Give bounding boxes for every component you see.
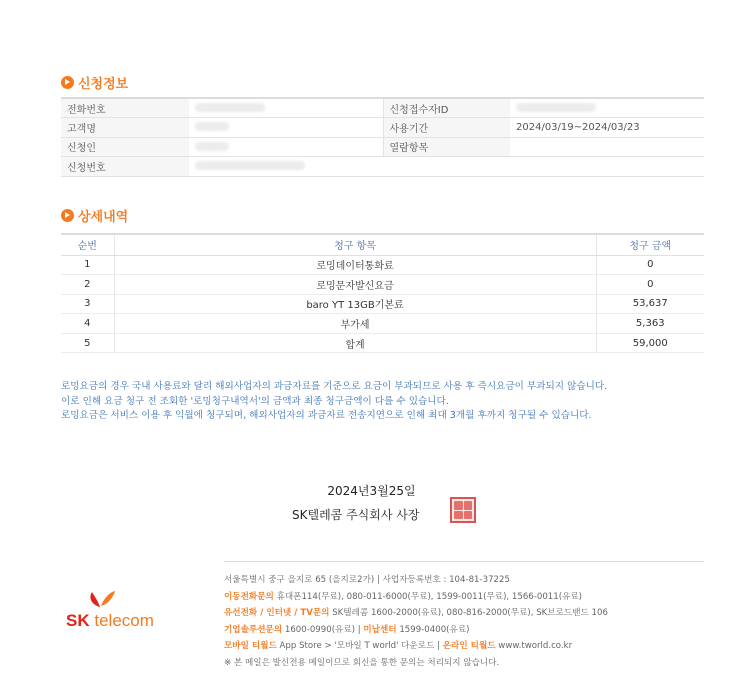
applicant-id-value xyxy=(510,98,704,118)
row-item: baro YT 13GB기본료 xyxy=(114,294,596,314)
sk-telecom-logo xyxy=(66,589,166,633)
col-header-no: 순번 xyxy=(61,234,114,255)
table-row xyxy=(61,314,704,334)
row-no: 2 xyxy=(61,275,114,295)
table-header-row xyxy=(61,234,704,255)
company-seal-stamp xyxy=(450,497,476,523)
table-row xyxy=(61,137,704,157)
table-row xyxy=(61,98,704,118)
mobile-contact: 이동전화문의 휴대폰114(무료), 080-011-6000(무료), 1599-0011(무료), 1566-0011(유료) xyxy=(224,591,583,602)
notice-line: 로밍요금은 서비스 이용 후 익월에 청구되며, 해외사업자의 과금자료 전송지연으로 인해 최대 3개월 후까지 청구될 수 있습니다. xyxy=(61,410,592,421)
online-tworld-link[interactable]: 온라인 티월드 xyxy=(442,641,496,652)
footer-divider xyxy=(224,561,704,562)
row-item: 로밍데이터통화료 xyxy=(114,255,596,275)
usage-period-label: 사용기간 xyxy=(383,118,510,138)
table-row xyxy=(61,255,704,275)
customer-name-label: 고객명 xyxy=(61,118,189,138)
applicant-id-label: 신청접수자ID xyxy=(383,98,510,118)
redacted-value xyxy=(195,122,229,131)
table-row xyxy=(61,118,704,138)
redacted-value xyxy=(195,142,229,151)
row-no: 3 xyxy=(61,294,114,314)
col-header-item: 청구 항목 xyxy=(114,234,596,255)
wired-contact: 유선전화 / 인터넷 / TV문의 SK텔레콤 1600-2000(유료), 080-816-2000(무료), SK브로드밴드 106 xyxy=(224,608,608,619)
detail-table xyxy=(61,233,704,353)
table-row xyxy=(61,275,704,295)
table-row xyxy=(61,157,704,177)
mobile-tworld-link[interactable]: 모바일 티월드 xyxy=(224,641,277,652)
notice-line: 이로 인해 요금 청구 전 조회한 '로밍청구내역서'의 금액과 최종 청구금액이 다를 수 있습니다. xyxy=(61,395,449,407)
application-number-label: 신청번호 xyxy=(61,157,189,177)
notice-line: 로밍요금의 경우 국내 사용료와 달리 해외사업자의 과금자료를 기준으로 요금이 부과되므로 사용 후 즉시요금이 부과되지 않습니다. xyxy=(61,381,608,392)
col-header-amount: 청구 금액 xyxy=(596,234,704,255)
usage-period-value: 2024/03/19~2024/03/23 xyxy=(510,118,704,138)
row-amount: 59,000 xyxy=(596,333,704,353)
play-bullet-icon xyxy=(61,209,74,222)
redacted-value xyxy=(195,103,265,112)
sk-butterfly-icon xyxy=(86,589,116,609)
phone-value xyxy=(189,98,383,118)
company-address: 서울특별시 중구 을지로 65 (을지로2가) | 사업자등록번호 : 104-81-37225 xyxy=(224,575,510,585)
tworld-links: 모바일 티월드 App Store > '모바일 T world' 다운로드 | 온라인 티월드 www.tworld.co.kr xyxy=(224,641,573,652)
issue-date: 2024년3월25일 xyxy=(327,484,416,498)
corp-contact: 기업솔루션문의 1600-0990(유료) | 미납센터 1599-0400(유료) xyxy=(224,624,470,635)
row-no: 1 xyxy=(61,255,114,275)
application-info-table xyxy=(61,97,704,177)
footer-info xyxy=(224,572,608,672)
table-row xyxy=(61,294,704,314)
redacted-value xyxy=(516,103,596,112)
redacted-value xyxy=(195,161,305,170)
row-item: 부가세 xyxy=(114,314,596,334)
row-amount: 53,637 xyxy=(596,294,704,314)
viewed-items-value xyxy=(510,137,704,157)
requester-value xyxy=(189,137,383,157)
application-section-title: 신청정보 xyxy=(61,73,128,92)
application-number-value xyxy=(189,157,704,177)
footer-disclaimer: ※ 본 메일은 발신전용 메일이므로 회신을 통한 문의는 처리되지 않습니다. xyxy=(224,657,500,668)
roaming-notice xyxy=(61,380,607,424)
row-amount: 0 xyxy=(596,275,704,295)
customer-name-value xyxy=(189,118,383,138)
row-amount: 0 xyxy=(596,255,704,275)
logo-wordmark: SK telecom xyxy=(66,611,154,630)
viewed-items-label: 열람항목 xyxy=(383,137,510,157)
requester-label: 신청인 xyxy=(61,137,189,157)
detail-section-title: 상세내역 xyxy=(61,206,128,225)
table-row xyxy=(61,333,704,353)
row-item: 로밍문자발신요금 xyxy=(114,275,596,295)
row-item: 합계 xyxy=(114,333,596,353)
issuer-name: SK텔레콤 주식회사 사장 xyxy=(292,508,420,522)
phone-label: 전화번호 xyxy=(61,98,189,118)
row-amount: 5,363 xyxy=(596,314,704,334)
row-no: 5 xyxy=(61,333,114,353)
play-bullet-icon xyxy=(61,76,74,89)
row-no: 4 xyxy=(61,314,114,334)
